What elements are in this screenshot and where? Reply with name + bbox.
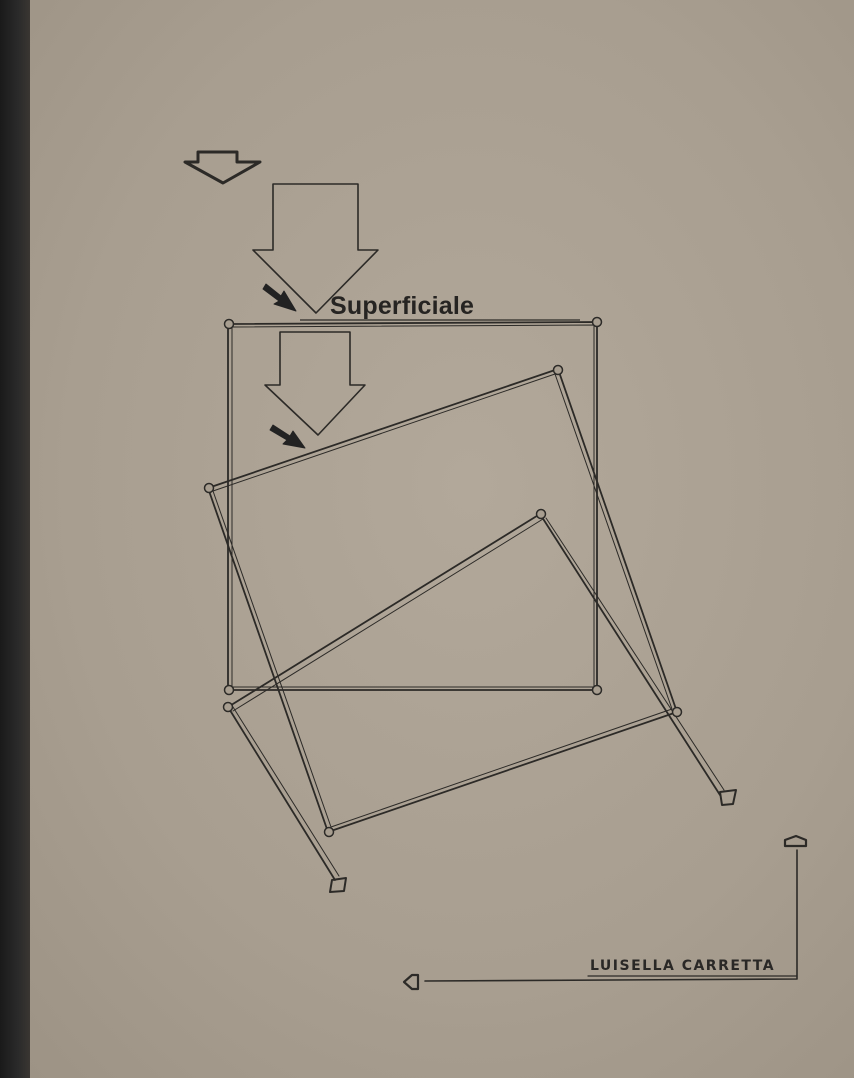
up-arrow-icon (785, 836, 806, 846)
cover-title: Superficiale (330, 292, 475, 320)
small-down-arrow-icon (185, 152, 260, 183)
left-arrow-icon (404, 975, 418, 989)
tilted-triangle (228, 514, 724, 880)
cover-author: LUISELLA CARRETTA (590, 958, 776, 974)
medium-down-arrow-icon (265, 332, 365, 435)
upright-square (228, 322, 597, 690)
pointer-arrow-middle-icon (270, 425, 305, 448)
tilted-rectangle (208, 369, 677, 832)
end-arrow-left-icon (330, 878, 346, 892)
end-arrow-right-icon (720, 790, 736, 805)
